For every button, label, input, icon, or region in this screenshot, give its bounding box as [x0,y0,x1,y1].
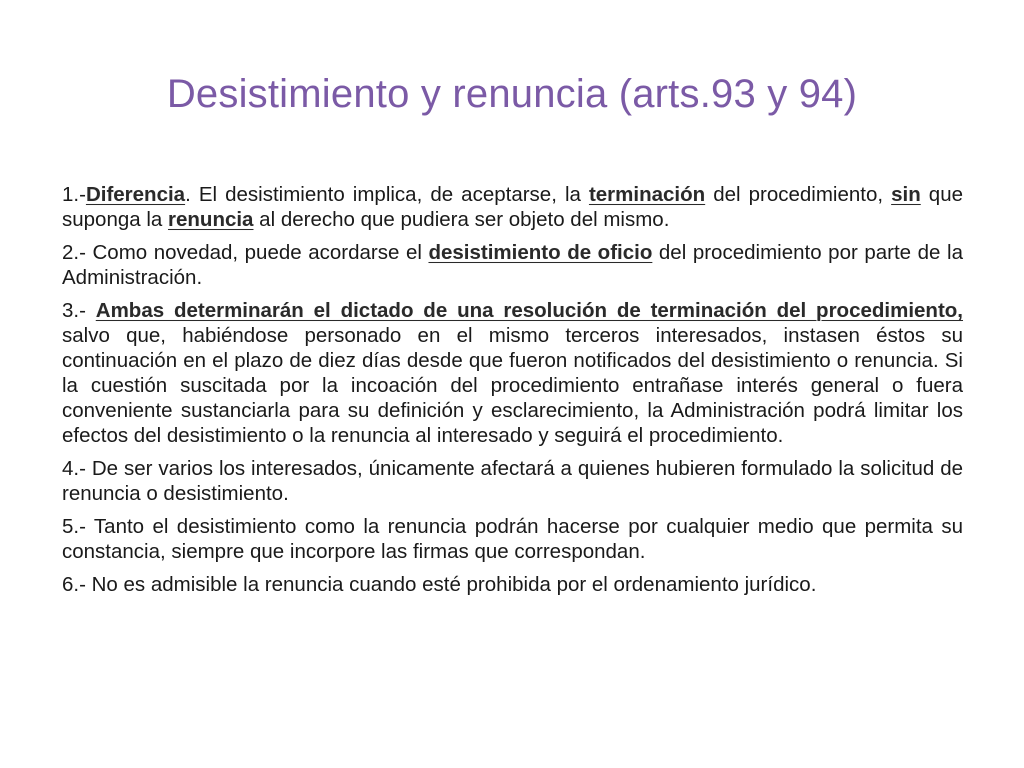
slide-title: Desistimiento y renuncia (arts.93 y 94) [166,72,858,116]
p1-text-3: del procedimiento, [705,183,892,206]
paragraph-5 [62,514,963,564]
p1-highlight-diferencia: Diferencia [85,183,186,206]
p6-text-1: 6.- No es admisible la renuncia cuando esté prohibida por el ordenamiento jurídico [62,573,811,596]
p2-text-2: del procedimiento por parte de la Administración. [62,241,963,289]
p1-highlight-terminacion: terminación [588,183,706,206]
paragraph-4 [62,456,963,506]
p3-text-2: salvo que, habiéndose personado en el mismo terceros interesados, instasen éstos su continuación en el plazo de diez días desde que fueron notificados del desistimiento o renuncia. Si la cuestión suscitada por la incoación del procedimiento entrañase interés general o fuera conveniente sustanciarla para su definición y esclarecimiento, la Administración podrá limitar los efectos del desistimiento o la renuncia al interesado y seguirá el procedimiento. [62,324,963,447]
slide-body [62,182,963,605]
p1-highlight-renuncia: renuncia [168,208,254,231]
p4-text-1: 4.- De ser varios los interesados, únicamente afectará a quienes hubieren formulado la solicitud de renuncia o desistimiento. [62,457,963,505]
p2-text-1: 2.- Como novedad, puede acordarse el [62,241,429,264]
paragraph-3 [62,298,963,448]
p1-text-4: que suponga la [62,183,964,231]
p1-highlight-sin: sin [891,183,921,206]
p1-text-5: al derecho que pudiera ser objeto del mismo. [253,208,670,231]
p3-highlight-ambas: Ambas determinarán el dictado de una resolución de terminación del procedimiento, [95,299,963,322]
paragraph-1 [62,182,963,232]
p1-text-2: . El desistimiento implica, de aceptarse, la [185,183,589,206]
p1-text-1: 1.- [62,183,86,206]
p2-highlight-desistimiento-oficio: desistimiento de oficio [428,241,653,264]
paragraph-6 [62,572,963,597]
p6-text-2: . [810,573,817,596]
p5-text-1: 5.- Tanto el desistimiento como la renuncia podrán hacerse por cualquier medio que permita su constancia, siempre que incorpore las firmas que correspondan. [62,515,963,563]
p3-text-1: 3.- [62,299,96,322]
paragraph-2 [62,240,963,290]
